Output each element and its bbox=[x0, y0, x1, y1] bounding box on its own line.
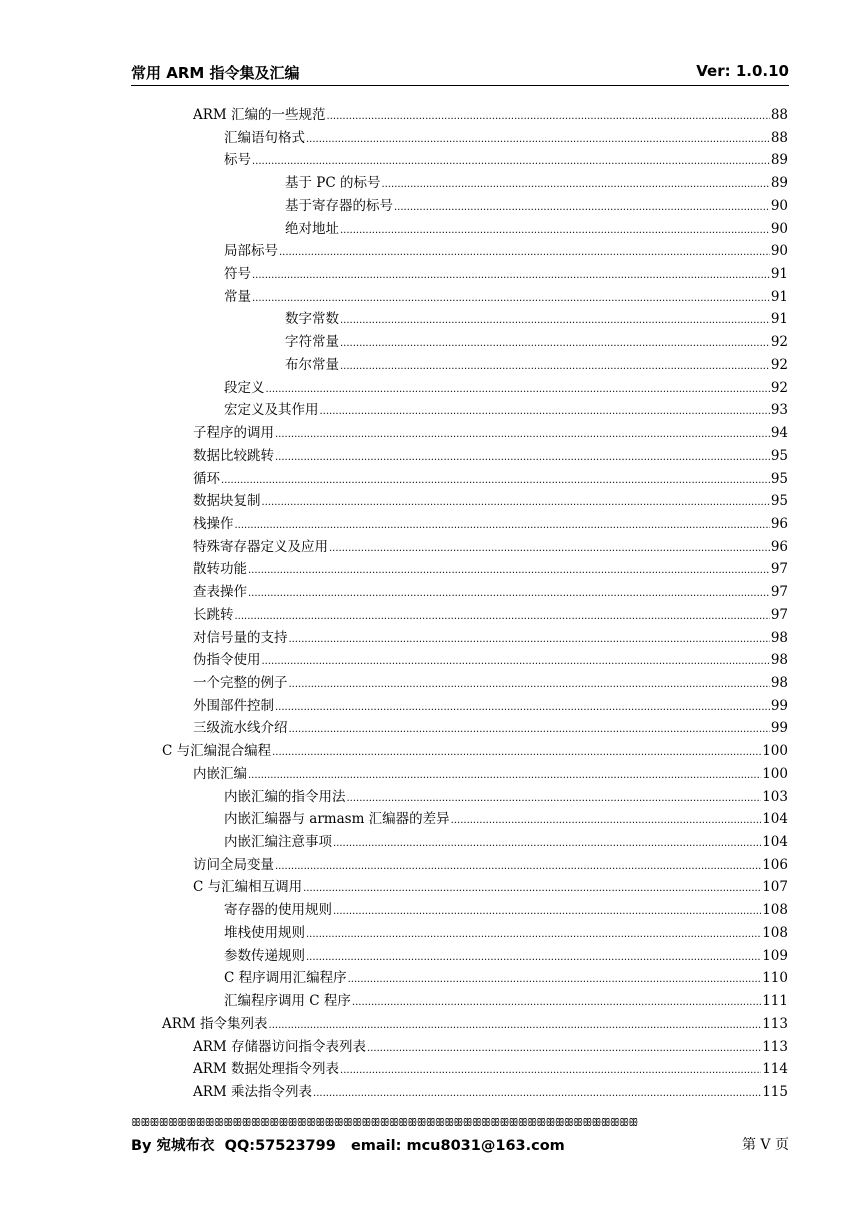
toc-dot-leader bbox=[275, 856, 761, 878]
toc-entry[interactable] bbox=[224, 263, 788, 286]
toc-entry-page: 90 bbox=[770, 220, 788, 237]
header-divider bbox=[131, 85, 789, 86]
toc-dot-leader bbox=[252, 265, 770, 287]
page-footer bbox=[131, 1134, 789, 1156]
toc-entry[interactable] bbox=[193, 422, 788, 445]
toc-entry-title: C 程序调用汇编程序 bbox=[224, 970, 347, 987]
toc-entry-title: 长跳转 bbox=[193, 606, 234, 623]
toc-entry-page: 92 bbox=[770, 379, 788, 396]
toc-entry-page: 97 bbox=[770, 606, 788, 623]
toc-entry-page: 90 bbox=[770, 243, 788, 260]
toc-entry[interactable] bbox=[193, 627, 788, 650]
toc-entry[interactable] bbox=[193, 490, 788, 513]
toc-entry-page: 92 bbox=[770, 356, 788, 373]
toc-dot-leader bbox=[279, 242, 770, 264]
toc-dot-leader bbox=[333, 901, 761, 923]
toc-entry-title: 内嵌汇编注意事项 bbox=[224, 834, 332, 851]
toc-entry-page: 97 bbox=[770, 584, 788, 601]
toc-dot-leader bbox=[275, 447, 770, 469]
toc-entry[interactable] bbox=[224, 831, 788, 854]
toc-dot-leader bbox=[266, 379, 770, 401]
author-contact: By 宛城布衣 QQ:57523799 email: mcu8031@163.com bbox=[131, 1138, 565, 1154]
toc-dot-leader bbox=[262, 651, 770, 673]
toc-entry-title: C 与汇编相互调用 bbox=[193, 879, 303, 896]
toc-dot-leader bbox=[235, 515, 770, 537]
toc-entry-page: 95 bbox=[770, 493, 788, 510]
toc-entry[interactable] bbox=[224, 286, 788, 309]
toc-entry-page: 91 bbox=[770, 266, 788, 283]
toc-entry-title: 基于寄存器的标号 bbox=[285, 197, 393, 214]
toc-entry[interactable] bbox=[224, 967, 788, 990]
toc-entry-page: 89 bbox=[770, 175, 788, 192]
toc-entry[interactable] bbox=[193, 604, 788, 627]
toc-entry-page: 98 bbox=[770, 652, 788, 669]
toc-entry-page: 95 bbox=[770, 447, 788, 464]
toc-dot-leader bbox=[289, 719, 770, 741]
toc-dot-leader bbox=[313, 1083, 761, 1105]
toc-entry[interactable] bbox=[193, 695, 788, 718]
toc-dot-leader bbox=[275, 697, 770, 719]
toc-entry[interactable] bbox=[193, 104, 788, 127]
toc-entry-page: 91 bbox=[770, 311, 788, 328]
toc-entry-title: 一个完整的例子 bbox=[193, 675, 288, 691]
toc-dot-leader bbox=[340, 333, 770, 355]
toc-entry-page: 107 bbox=[762, 879, 788, 896]
toc-entry-page: 113 bbox=[762, 1015, 788, 1032]
toc-entry-title: 对信号量的支持 bbox=[193, 629, 288, 646]
toc-entry-title: 外围部件控制 bbox=[193, 697, 274, 714]
toc-entry-title: 汇编语句格式 bbox=[224, 129, 305, 146]
toc-dot-leader bbox=[306, 947, 761, 969]
toc-entry-title: 三级流水线介绍 bbox=[193, 720, 288, 737]
toc-entry-title: 访问全局变量 bbox=[193, 856, 274, 873]
toc-dot-leader bbox=[394, 197, 770, 219]
toc-entry-title: 段定义 bbox=[224, 379, 265, 396]
toc-entry-page: 103 bbox=[762, 788, 788, 805]
toc-dot-leader bbox=[333, 833, 761, 855]
toc-entry-title: 标号 bbox=[224, 152, 251, 169]
toc-entry-page: 91 bbox=[770, 288, 788, 305]
toc-entry[interactable] bbox=[285, 172, 788, 195]
toc-entry[interactable] bbox=[285, 331, 788, 354]
toc-entry[interactable] bbox=[224, 808, 788, 831]
toc-entry-title: 字符常量 bbox=[285, 334, 339, 351]
toc-entry-page: 113 bbox=[762, 1038, 788, 1055]
toc-dot-leader bbox=[347, 788, 762, 810]
toc-entry[interactable] bbox=[193, 763, 788, 786]
toc-entry-title: 循环 bbox=[193, 470, 220, 487]
toc-entry-title: 宏定义及其作用 bbox=[224, 402, 319, 419]
toc-dot-leader bbox=[289, 629, 770, 651]
footer-ornament-divider: ꕥꕥꕥꕥꕥꕥꕥꕥꕥꕥꕥꕥꕥꕥꕥꕥꕥꕥꕥꕥꕥꕥꕥꕥꕥꕥꕥꕥꕥꕥꕥꕥꕥꕥꕥꕥꕥꕥꕥꕥꕥꕥꕥꕥꕥꕥꕥꕥꕥꕥꕥꕥꕥꕥꕥ bbox=[131, 1117, 638, 1129]
toc-entry-title: C 与汇编混合编程 bbox=[162, 743, 272, 760]
toc-entry[interactable] bbox=[224, 786, 788, 809]
toc-entry-page: 104 bbox=[762, 811, 788, 828]
toc-entry-page: 90 bbox=[770, 197, 788, 214]
toc-entry-title: 栈操作 bbox=[193, 515, 234, 532]
toc-entry-page: 108 bbox=[762, 924, 788, 941]
toc-entry-page: 94 bbox=[770, 425, 788, 442]
toc-dot-leader bbox=[248, 560, 770, 582]
toc-entry-title: 局部标号 bbox=[224, 243, 278, 260]
toc-dot-leader bbox=[235, 606, 770, 628]
toc-dot-leader bbox=[348, 969, 762, 991]
toc-entry[interactable] bbox=[162, 740, 788, 763]
toc-entry[interactable] bbox=[162, 1013, 788, 1036]
toc-dot-leader bbox=[272, 742, 761, 764]
toc-entry[interactable] bbox=[193, 672, 788, 695]
toc-dot-leader bbox=[252, 288, 770, 310]
toc-entry[interactable] bbox=[193, 468, 788, 491]
toc-entry[interactable] bbox=[193, 649, 788, 672]
toc-entry[interactable] bbox=[224, 899, 788, 922]
page-number: 第 V 页 bbox=[741, 1137, 789, 1153]
toc-entry[interactable] bbox=[193, 876, 788, 899]
toc-entry[interactable] bbox=[193, 536, 788, 559]
toc-entry-title: 汇编程序调用 C 程序 bbox=[224, 993, 351, 1010]
toc-entry-title: 符号 bbox=[224, 266, 251, 283]
toc-dot-leader bbox=[303, 878, 761, 900]
toc-entry-title: 内嵌汇编的指令用法 bbox=[224, 788, 346, 805]
toc-dot-leader bbox=[340, 310, 770, 332]
toc-dot-leader bbox=[327, 106, 770, 128]
toc-entry-title: 参数传递规则 bbox=[224, 947, 305, 964]
toc-dot-leader bbox=[252, 151, 770, 173]
toc-dot-leader bbox=[352, 992, 761, 1014]
toc-entry-title: 伪指令使用 bbox=[193, 652, 261, 669]
document-title: 常用 ARM 指令集及汇编 bbox=[131, 64, 300, 82]
toc-dot-leader bbox=[320, 401, 770, 423]
toc-entry-page: 115 bbox=[762, 1083, 788, 1100]
toc-entry-page: 100 bbox=[762, 765, 788, 782]
toc-dot-leader bbox=[451, 810, 762, 832]
toc-dot-leader bbox=[289, 674, 770, 696]
toc-entry-title: ARM 汇编的一些规范 bbox=[193, 107, 326, 123]
toc-entry-page: 88 bbox=[770, 129, 788, 146]
version-label: Ver: 1.0.10 bbox=[696, 62, 789, 80]
toc-dot-leader bbox=[340, 220, 770, 242]
toc-entry[interactable] bbox=[285, 218, 788, 241]
toc-dot-leader bbox=[306, 924, 761, 946]
toc-dot-leader bbox=[306, 129, 770, 151]
page-header bbox=[131, 62, 789, 84]
toc-entry-title: 寄存器的使用规则 bbox=[224, 902, 332, 919]
toc-entry[interactable] bbox=[224, 240, 788, 263]
toc-entry[interactable] bbox=[193, 717, 788, 740]
toc-entry-page: 99 bbox=[770, 720, 788, 737]
toc-dot-leader bbox=[221, 470, 770, 492]
toc-entry-title: 查表操作 bbox=[193, 584, 247, 601]
toc-entry[interactable] bbox=[224, 945, 788, 968]
toc-dot-leader bbox=[248, 583, 770, 605]
toc-entry[interactable] bbox=[193, 1058, 788, 1081]
toc-entry-page: 96 bbox=[770, 538, 788, 555]
toc-entry[interactable] bbox=[193, 513, 788, 536]
toc-entry[interactable] bbox=[285, 308, 788, 331]
toc-entry[interactable] bbox=[193, 581, 788, 604]
toc-entry[interactable] bbox=[224, 377, 788, 400]
toc-entry-title: 内嵌汇编 bbox=[193, 765, 247, 782]
toc-entry[interactable] bbox=[193, 558, 788, 581]
toc-entry-page: 93 bbox=[770, 402, 788, 419]
toc-entry-title: 数据块复制 bbox=[193, 493, 261, 510]
toc-entry-title: 基于 PC 的标号 bbox=[285, 175, 381, 192]
toc-entry-title: 子程序的调用 bbox=[193, 425, 274, 442]
toc-entry-title: 布尔常量 bbox=[285, 356, 339, 373]
toc-dot-leader bbox=[275, 424, 770, 446]
toc-entry-title: 堆栈使用规则 bbox=[224, 924, 305, 941]
toc-entry-page: 88 bbox=[770, 107, 788, 123]
toc-entry[interactable] bbox=[224, 127, 788, 150]
toc-entry-page: 108 bbox=[762, 902, 788, 919]
toc-entry-page: 111 bbox=[762, 993, 788, 1010]
toc-entry-title: 常量 bbox=[224, 288, 251, 305]
toc-dot-leader bbox=[269, 1015, 762, 1037]
toc-entry-title: 数字常数 bbox=[285, 311, 339, 328]
toc-entry-title: 数据比较跳转 bbox=[193, 447, 274, 464]
toc-dot-leader bbox=[262, 492, 770, 514]
toc-entry-title: ARM 存储器访问指令表列表 bbox=[193, 1038, 367, 1055]
toc-entry[interactable] bbox=[224, 922, 788, 945]
toc-entry-page: 99 bbox=[770, 697, 788, 714]
toc-dot-leader bbox=[340, 356, 770, 378]
toc-entry[interactable] bbox=[193, 854, 788, 877]
toc-entry[interactable] bbox=[193, 445, 788, 468]
toc-entry-page: 114 bbox=[762, 1061, 788, 1078]
toc-entry-title: ARM 乘法指令列表 bbox=[193, 1083, 313, 1100]
toc-entry[interactable] bbox=[193, 1036, 788, 1059]
toc-entry-page: 98 bbox=[770, 675, 788, 691]
toc-entry[interactable] bbox=[285, 354, 788, 377]
toc-entry-title: 绝对地址 bbox=[285, 220, 339, 237]
toc-entry-title: 散转功能 bbox=[193, 561, 247, 578]
toc-entry-page: 98 bbox=[770, 629, 788, 646]
toc-entry-page: 109 bbox=[762, 947, 788, 964]
toc-entry-page: 92 bbox=[770, 334, 788, 351]
toc-entry[interactable] bbox=[285, 195, 788, 218]
toc-entry-page: 106 bbox=[762, 856, 788, 873]
toc-dot-leader bbox=[329, 538, 770, 560]
toc-entry-title: ARM 指令集列表 bbox=[162, 1015, 268, 1032]
toc-dot-leader bbox=[340, 1060, 761, 1082]
toc-entry[interactable] bbox=[224, 149, 788, 172]
toc-entry-page: 110 bbox=[762, 970, 788, 987]
toc-entry-page: 95 bbox=[770, 470, 788, 487]
toc-dot-leader bbox=[367, 1038, 761, 1060]
toc-dot-leader bbox=[248, 765, 761, 787]
toc-entry-title: 特殊寄存器定义及应用 bbox=[193, 538, 328, 555]
toc-entry[interactable] bbox=[224, 990, 788, 1013]
toc-entry-title: ARM 数据处理指令列表 bbox=[193, 1061, 340, 1078]
toc-entry-page: 100 bbox=[762, 743, 788, 760]
toc-entry[interactable] bbox=[224, 399, 788, 422]
toc-dot-leader bbox=[382, 174, 770, 196]
toc-entry-page: 97 bbox=[770, 561, 788, 578]
toc-entry-page: 89 bbox=[770, 152, 788, 169]
toc-entry-title: 内嵌汇编器与 armasm 汇编器的差异 bbox=[224, 811, 450, 828]
toc-entry-page: 96 bbox=[770, 515, 788, 532]
toc-entry-page: 104 bbox=[762, 834, 788, 851]
toc-entry[interactable] bbox=[193, 1081, 788, 1104]
